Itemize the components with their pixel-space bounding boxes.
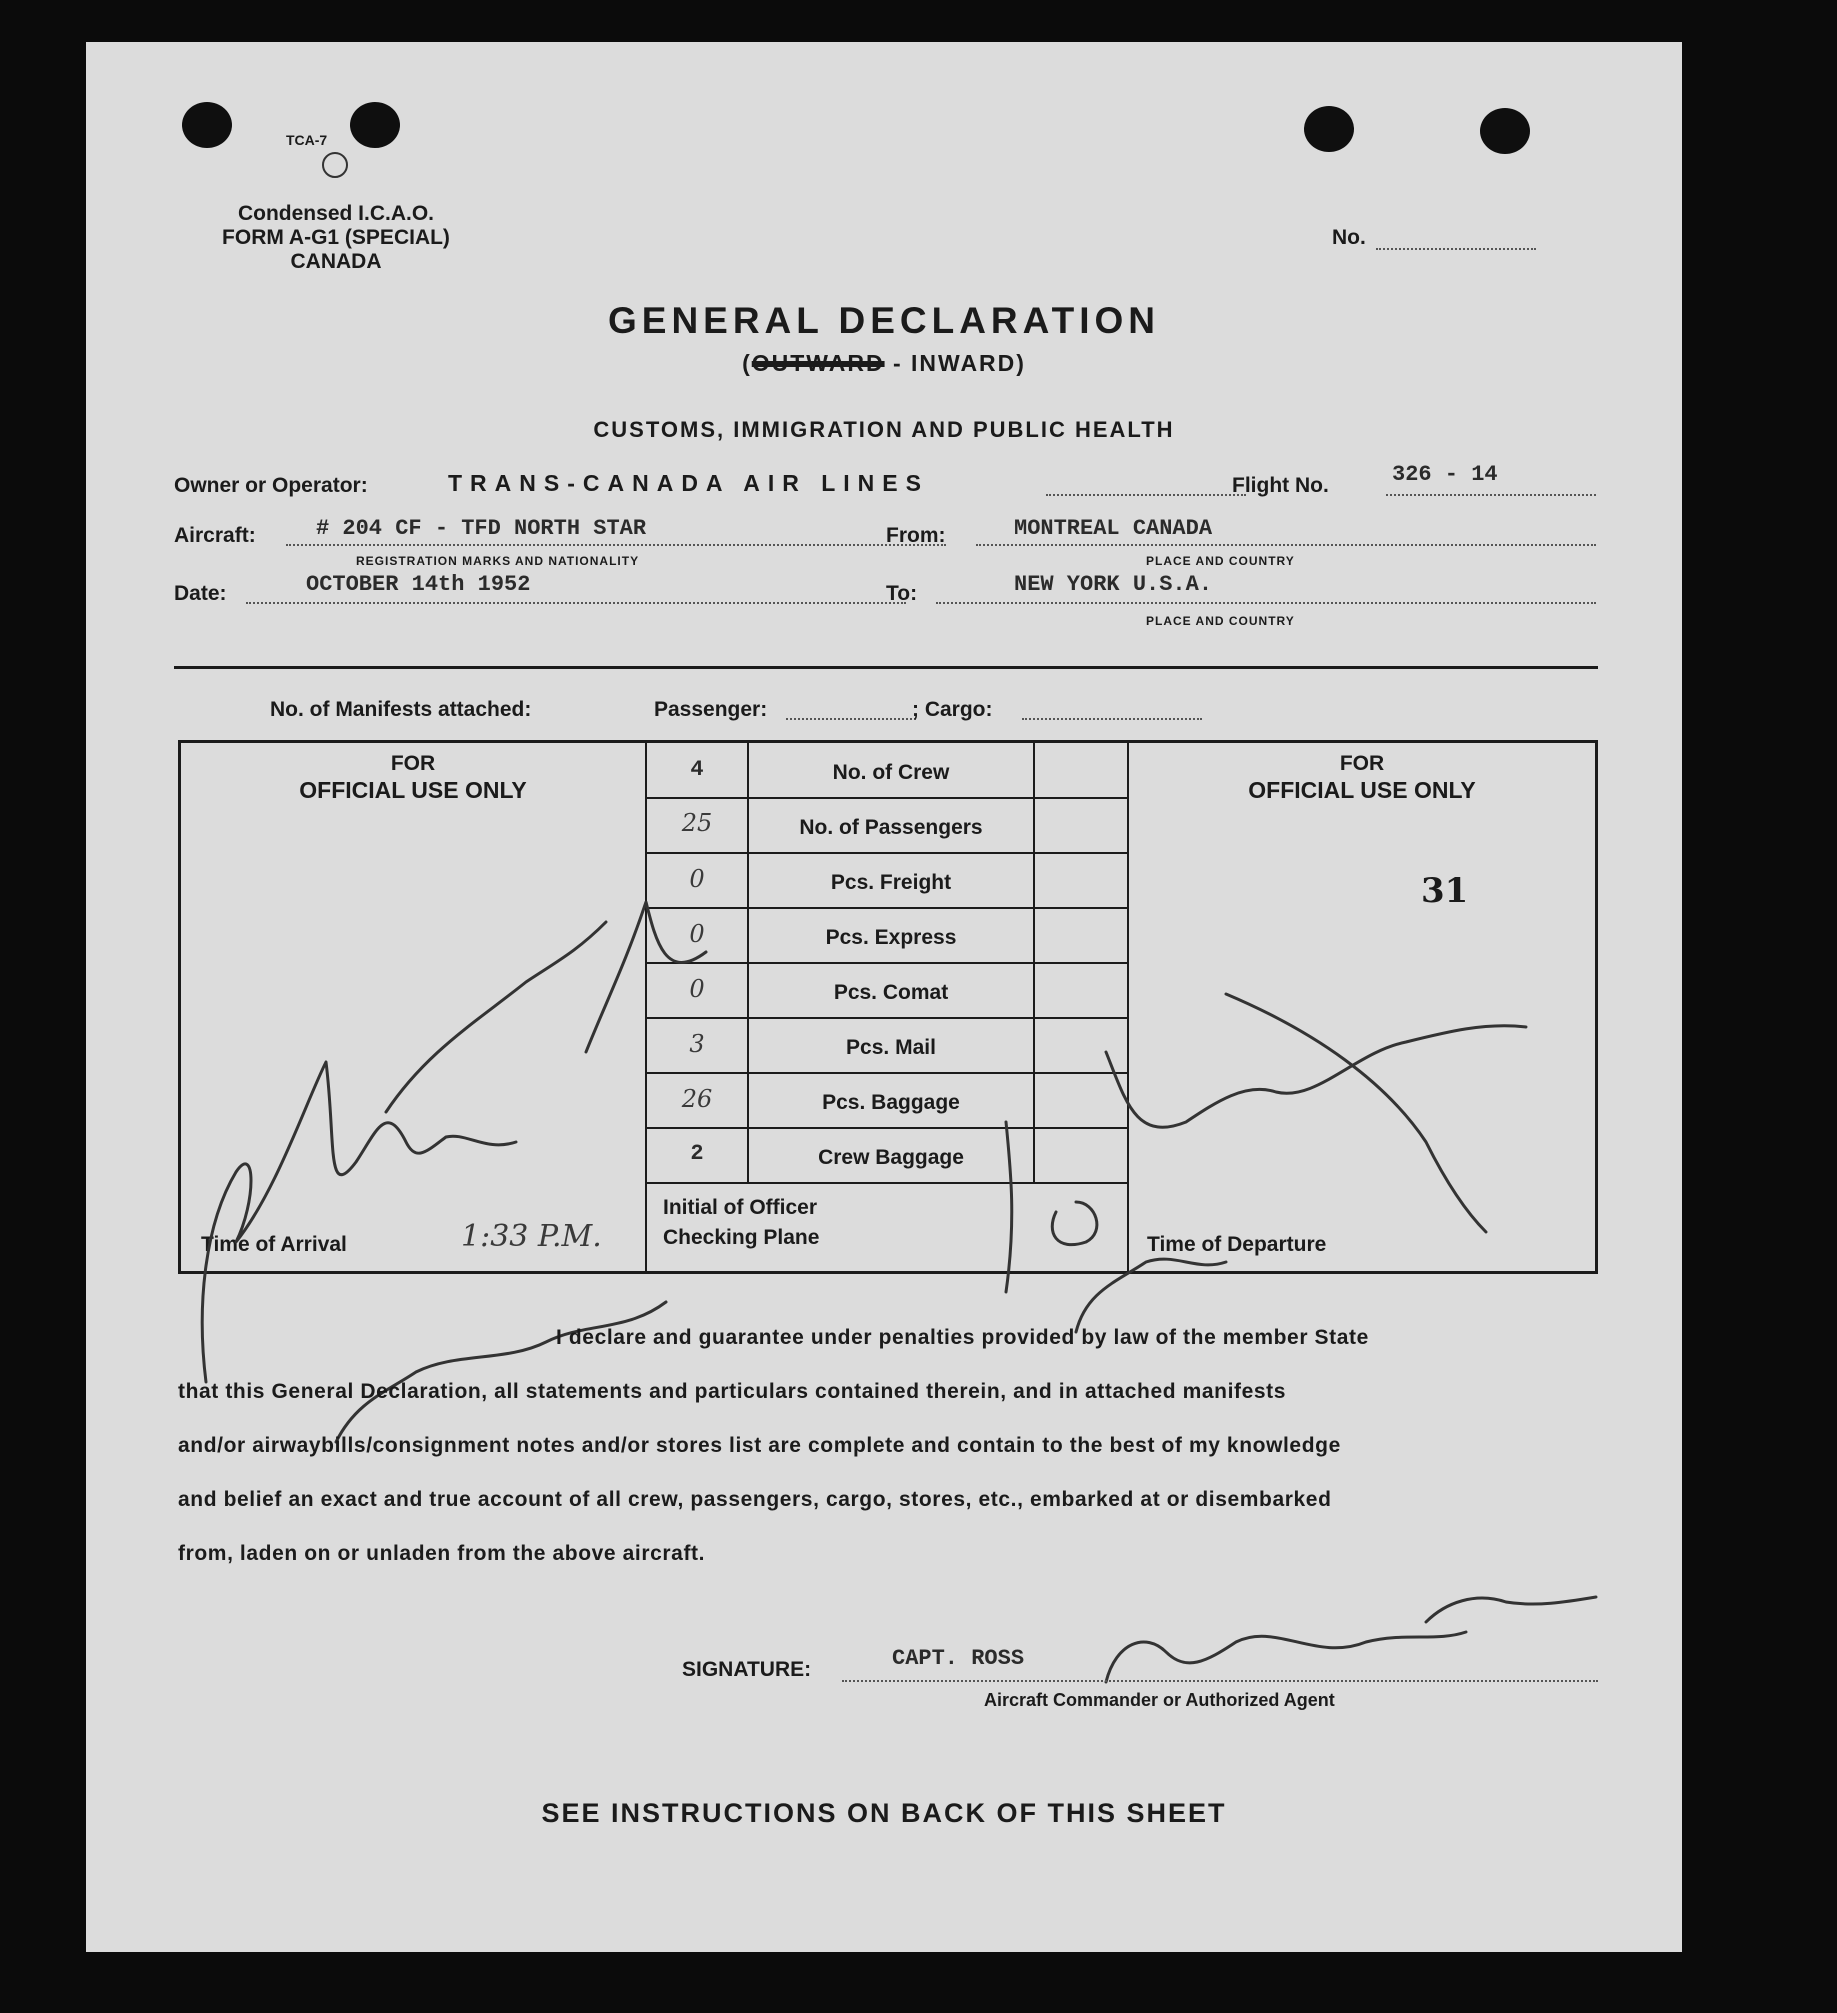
aircraft-value: # 204 CF - TFD NORTH STAR (316, 516, 647, 541)
official-left-text: OFFICIAL USE ONLY (299, 777, 527, 803)
official-right-text: OFFICIAL USE ONLY (1248, 777, 1476, 803)
signature-typed-name: CAPT. ROSS (892, 1646, 1025, 1671)
from-value: MONTREAL CANADA (1014, 516, 1213, 541)
to-caption: PLACE AND COUNTRY (1146, 614, 1295, 628)
outward-struck: OUTWARD (751, 350, 885, 376)
comat-value: 0 (689, 975, 705, 1003)
commander-signature-initials (1426, 1597, 1596, 1622)
open-paren: ( (742, 350, 752, 376)
inward-label: - INWARD) (884, 350, 1026, 376)
owner-value: TRANS-CANADA AIR LINES (448, 470, 929, 496)
form-line-3: CANADA (290, 250, 382, 273)
aircraft-caption: REGISTRATION MARKS AND NATIONALITY (356, 554, 640, 568)
declaration-form-page (86, 42, 1682, 1952)
passengers-label: No. of Passengers (799, 816, 983, 839)
closed-notation (336, 1302, 666, 1442)
declaration-line-2: that this General Declaration, all statements and particulars contained therein, and in attached manifests (178, 1380, 1287, 1403)
official-right-value: 31 (1421, 871, 1469, 911)
owner-label: Owner or Operator: (174, 474, 368, 497)
declaration-line-3: and/or airwaybills/consignment notes and/or stores list are complete and contain to the best of my knowledge (178, 1434, 1341, 1457)
crew-baggage-label: Crew Baggage (818, 1146, 964, 1169)
from-caption: PLACE AND COUNTRY (1146, 554, 1295, 568)
time-arrival-value: 1:33 P.M. (461, 1219, 602, 1254)
freight-value: 0 (689, 865, 705, 893)
footer-instructions: SEE INSTRUCTIONS ON BACK OF THIS SHEET (541, 1798, 1227, 1828)
baggage-label: Pcs. Baggage (822, 1091, 960, 1114)
time-arrival-label: Time of Arrival (201, 1233, 347, 1256)
passengers-value: 25 (681, 809, 713, 837)
time-departure-label: Time of Departure (1147, 1233, 1327, 1256)
crew-baggage-value: 2 (690, 1141, 704, 1166)
to-value: NEW YORK U.S.A. (1014, 572, 1213, 597)
manifests-label: No. of Manifests attached: (270, 698, 532, 721)
subtitle: CUSTOMS, IMMIGRATION AND PUBLIC HEALTH (593, 417, 1175, 442)
manifests-passenger-label: Passenger: (654, 698, 768, 721)
express-value: 0 (689, 920, 705, 948)
commander-signature (1106, 1632, 1466, 1682)
checking-initial-2 (1052, 1202, 1097, 1245)
signature-label: SIGNATURE: (682, 1658, 812, 1681)
date-label: Date: (174, 582, 227, 605)
crew-value: 4 (690, 757, 704, 782)
initial-officer-line-1: Initial of Officer (663, 1196, 818, 1219)
official-left-for: FOR (390, 752, 436, 775)
form-number-label: No. (1332, 226, 1366, 249)
manifests-cargo-label: ; Cargo: (912, 698, 993, 721)
baggage-value: 26 (681, 1085, 713, 1113)
aircraft-label: Aircraft: (174, 524, 256, 547)
from-label: From: (886, 524, 946, 547)
official-right-for: FOR (1339, 752, 1385, 775)
signature-caption: Aircraft Commander or Authorized Agent (984, 1690, 1335, 1710)
form-code: TCA-7 (286, 132, 328, 148)
flight-label: Flight No. (1232, 474, 1329, 497)
declaration-line-5: from, laden on or unladen from the above aircraft. (178, 1542, 706, 1565)
declaration-line-4: and belief an exact and true account of all crew, passengers, cargo, stores, etc., embarked at or disembarked (178, 1488, 1332, 1511)
officer-signature-tail (386, 922, 606, 1112)
signature-line (842, 1680, 1598, 1682)
checking-initial-1 (1006, 1122, 1012, 1292)
initial-officer-line-2: Checking Plane (663, 1226, 820, 1249)
declaration-line-1: I declare and guarantee under penalties provided by law of the member State (556, 1326, 1369, 1349)
form-line-2: FORM A-G1 (SPECIAL) (222, 226, 450, 249)
mail-label: Pcs. Mail (846, 1036, 936, 1059)
comat-label: Pcs. Comat (833, 981, 949, 1004)
date-value: OCTOBER 14th 1952 (306, 572, 531, 597)
handwritten-annotations (86, 42, 1682, 1952)
mail-value: 3 (689, 1030, 705, 1058)
form-line-1: Condensed I.C.A.O. (237, 202, 434, 225)
officer-signature-scribble (202, 1062, 516, 1382)
checking-initial-3 (1076, 1259, 1226, 1332)
departure-strike (1226, 994, 1486, 1232)
crew-label: No. of Crew (832, 761, 950, 784)
express-label: Pcs. Express (825, 926, 957, 949)
to-label: To: (886, 582, 918, 605)
page-title: GENERAL DECLARATION (607, 300, 1161, 341)
freight-label: Pcs. Freight (830, 871, 952, 894)
flight-value: 326 - 14 (1392, 462, 1498, 487)
